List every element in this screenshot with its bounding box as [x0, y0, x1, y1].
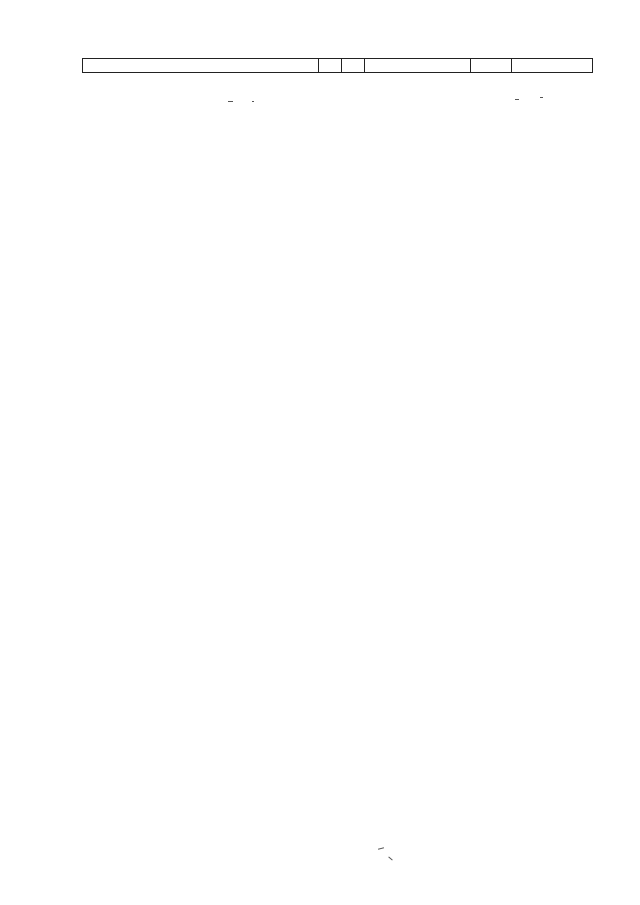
header-col-3: [342, 59, 365, 73]
scan-speck: [388, 857, 392, 861]
header-col-6: [512, 59, 593, 73]
header-col-4: [365, 59, 471, 73]
scan-speck: [252, 101, 254, 102]
table-header: [82, 58, 593, 73]
scan-speck: [540, 97, 543, 98]
header-col-5: [471, 59, 512, 73]
header-col-1: [83, 59, 319, 73]
scan-speck: [378, 847, 384, 850]
scan-speck: [228, 101, 233, 102]
scan-speck: [515, 99, 519, 100]
header-col-2: [319, 59, 342, 73]
